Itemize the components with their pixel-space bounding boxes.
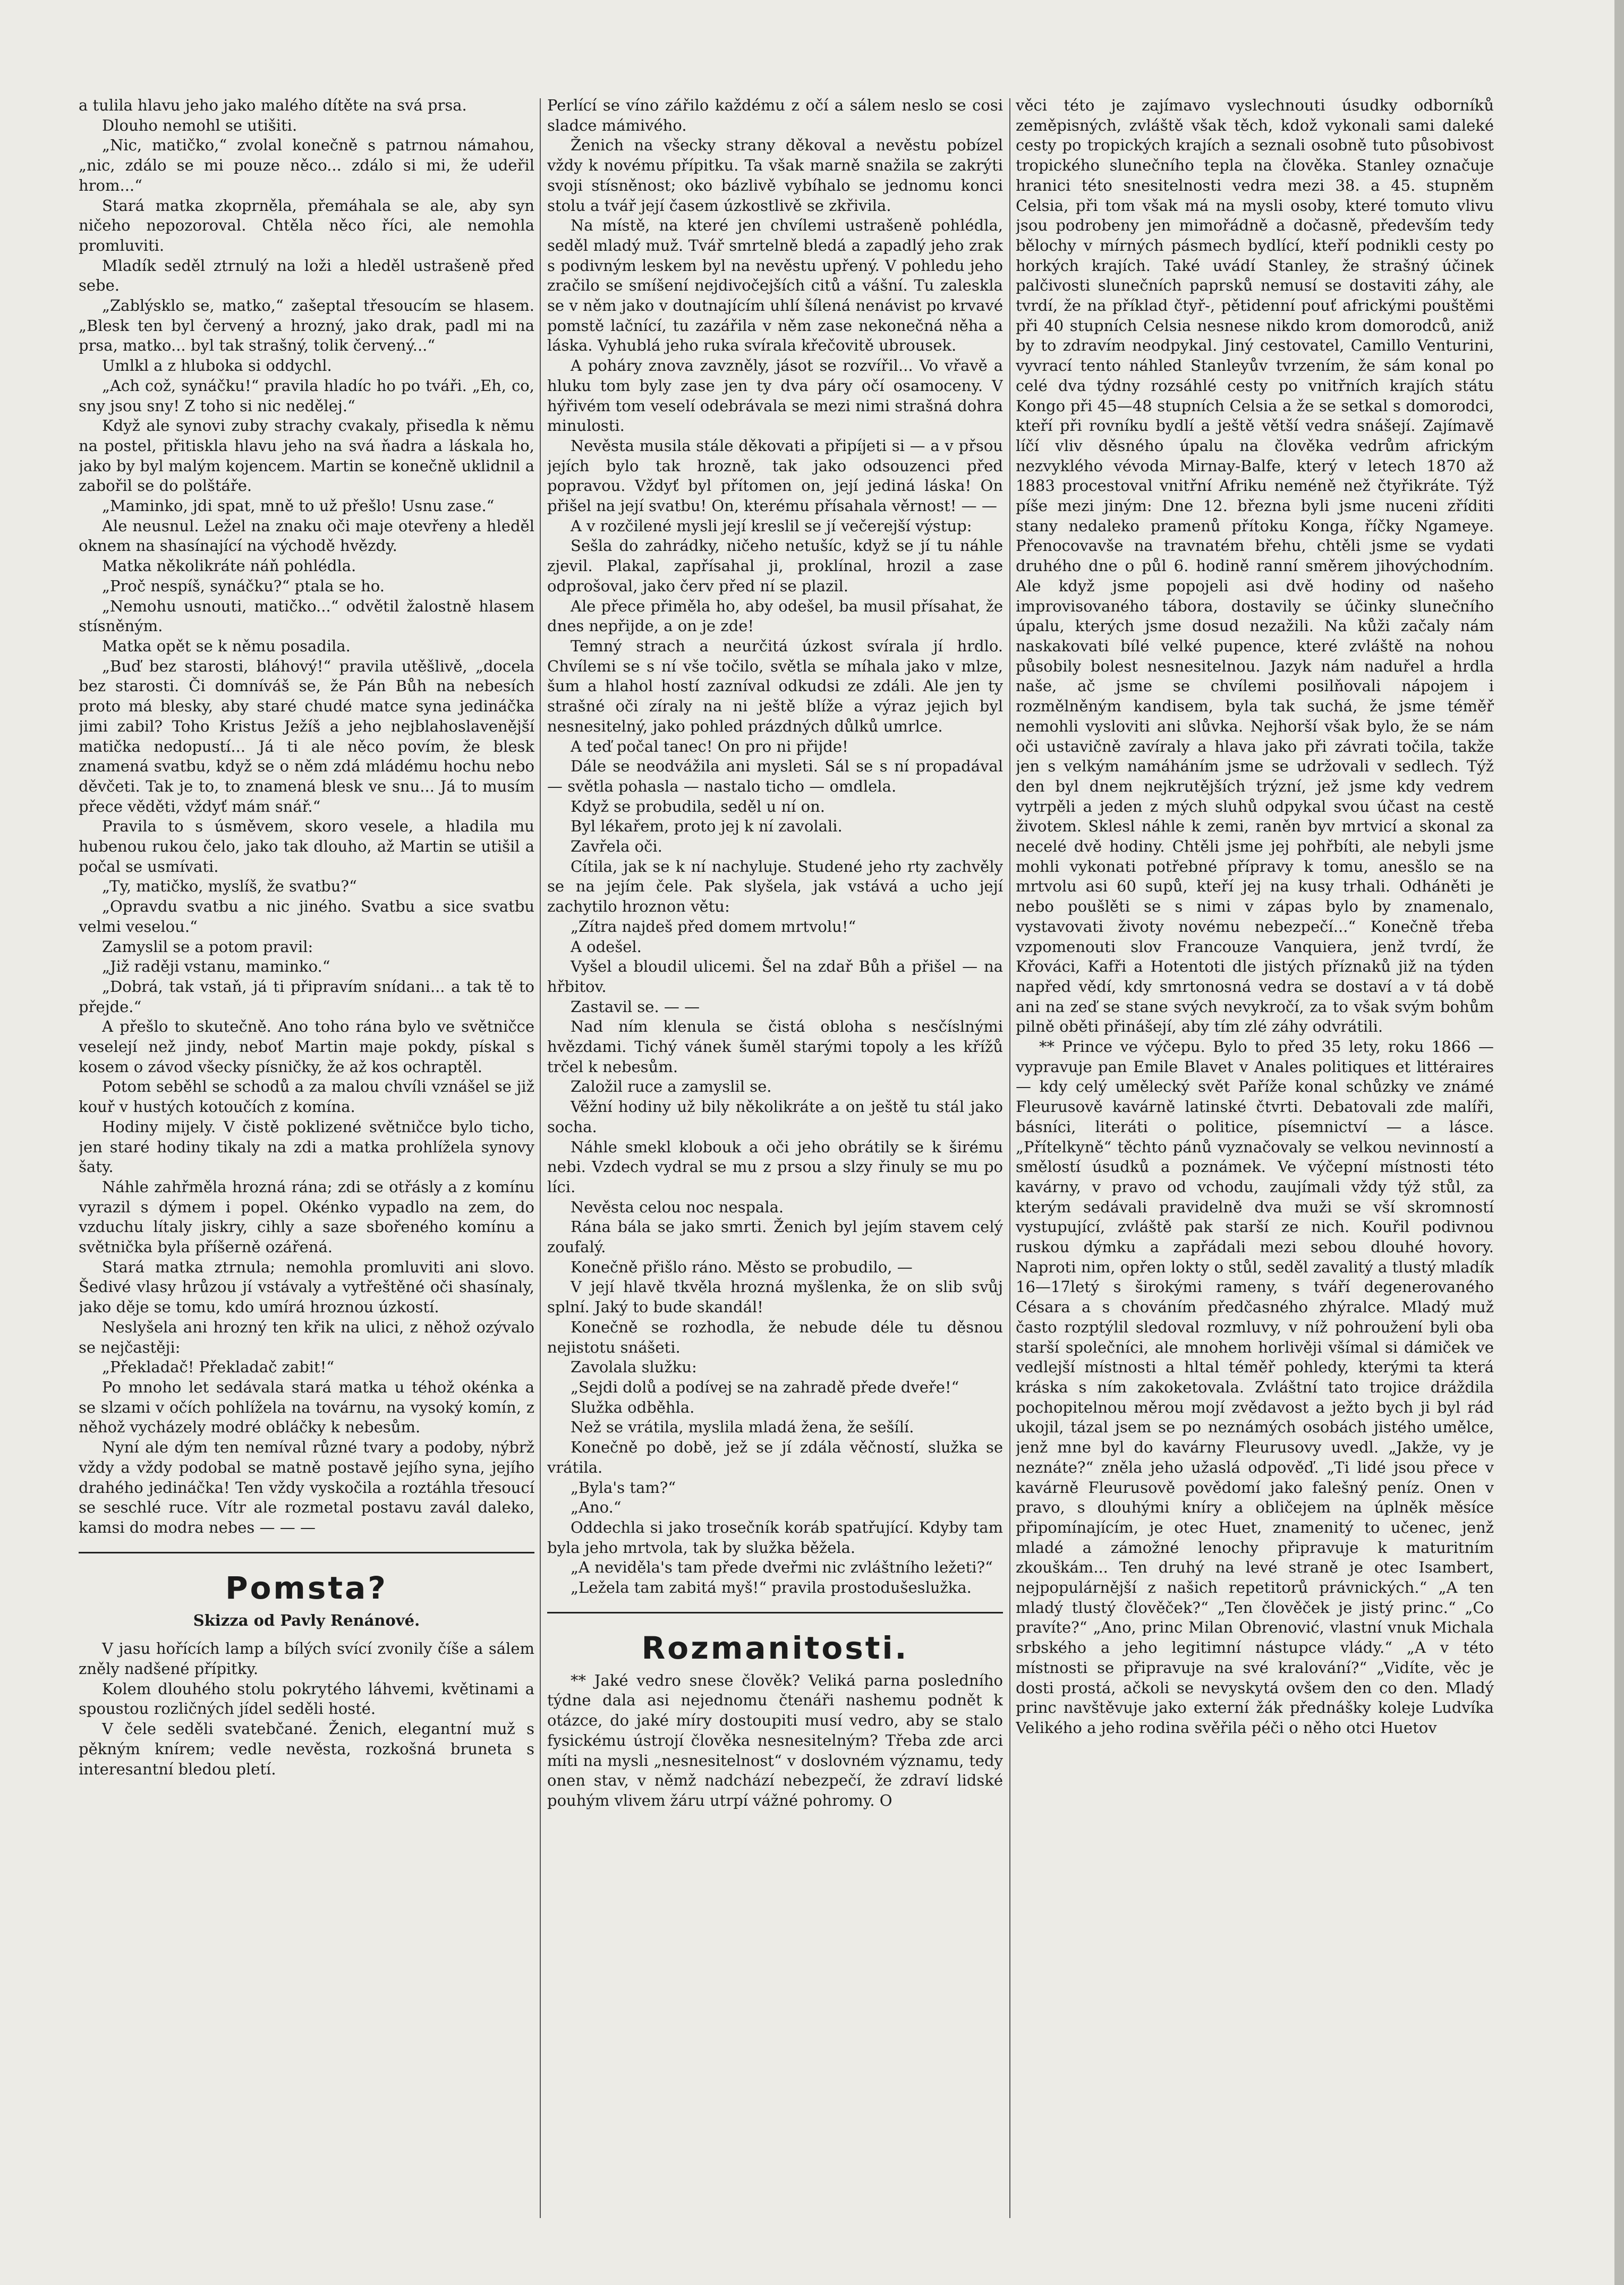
paragraph: Rána bála se jako smrti. Ženich byl jejím stavem celý zoufalý. <box>547 1218 1003 1256</box>
paragraph: Nad ním klenula se čistá obloha s nesčíslnými hvězdami. Tichý vánek šuměl starými topoly a les křížů trčel k nebesům. <box>547 1017 1003 1076</box>
paragraph: Ale neusnul. Ležel na znaku oči maje otevřeny a hleděl oknem na shasínající na východě hvězdy. <box>79 516 534 555</box>
paragraph: Konečně se rozhodla, že nebude déle tu děsnou nejistotu snášeti. <box>547 1318 1003 1356</box>
paragraph: Neslyšela ani hrozný ten křik na ulici, z něhož ozývalo se nejčastěji: <box>79 1318 534 1356</box>
paragraph: Stará matka zkoprněla, přemáhala se ale, aby syn ničeho nepozoroval. Chtěla něco říci, ale nemohla promluviti. <box>79 196 534 254</box>
section-title: Rozmanitosti. <box>641 1629 909 1666</box>
paragraph: „Ach což, synáčku!“ pravila hladíc ho po tváři. „Eh, co, sny jsou sny! Z toho si nic nedělej.“ <box>79 376 534 415</box>
column-middle <box>547 96 1003 2231</box>
paragraph: „Nemohu usnouti, matičko...“ odvětil žalostně hlasem stísněným. <box>79 597 534 635</box>
section-divider <box>547 1612 1003 1613</box>
paragraph: A přešlo to skutečně. Ano toho rána bylo ve světničce veselejí než jindy, neboť Martin maje pokdy, pískal s kosem o závod všecky písničky, že až kos ochraptěl. <box>79 1017 534 1076</box>
column-rule <box>540 98 541 2218</box>
paragraph: Dále se neodvážila ani mysleti. Sál se s ní propadával — světla pohasla — nastalo ticho — omdlela. <box>547 757 1003 795</box>
paragraph: Dlouho nemohl se utišiti. <box>102 116 297 134</box>
paragraph: „Proč nespíš, synáčku?“ ptala se ho. <box>102 576 385 595</box>
paragraph: Zavřela oči. <box>571 837 662 856</box>
column-rule <box>1009 98 1010 2218</box>
paragraph: „Ležela tam zabitá myš!“ pravila prostodušeslužka. <box>571 1578 972 1597</box>
paragraph: a tulila hlavu jeho jako malého dítěte na svá prsa. <box>79 96 467 114</box>
paragraph: A odešel. <box>571 937 642 956</box>
paragraph: Založil ruce a zamyslil se. <box>571 1077 772 1096</box>
paragraph: Hodiny mijely. V čistě poklizené světničce bylo ticho, jen staré hodiny tikaly na zdi a matka prohlížela synovy šaty. <box>79 1117 534 1176</box>
paragraph: Když se probudila, seděl u ní on. <box>571 797 826 816</box>
story-continuation <box>79 96 534 1538</box>
paragraph: „Opravdu svatbu a nic jiného. Svatbu a sice svatbu velmi veselou.“ <box>79 897 534 936</box>
paragraph: „Dobrá, tak vstaň, já ti připravím snídani... a tak tě to přejde.“ <box>79 977 534 1016</box>
paragraph: V její hlavě tkvěla hrozná myšlenka, že on slib svůj splní. Jaký to bude skandál! <box>547 1278 1003 1316</box>
paragraph: Zavolala služku: <box>571 1358 697 1377</box>
paragraph: Konečně po době, jež se jí zdála věčností, služka se vrátila. <box>547 1438 1003 1476</box>
paragraph: Když ale synovi zuby strachy cvakaly, přisedla k němu na postel, přitiskla hlavu jeho na svá ňadra a láskala ho, jako by byl malým kojencem. Martin se konečně uklidnil a zabořil se do polštáře. <box>79 417 534 495</box>
paragraph: Po mnoho let sedávala stará matka u téhož okénka a se slzami v očích pohlížela na továrnu, na vysoký komín, z něhož vycházely modré obláčky k nebesům. <box>79 1378 534 1437</box>
paragraph: Pravila to s úsměvem, skoro vesele, a hladila mu hubenou rukou čelo, jako tak dlouho, až Martin se utišil a počal se usmívati. <box>79 817 534 876</box>
paragraph: V čele seděli svatebčané. Ženich, elegantní muž s pěkným knírem; vedle nevěsta, rozkošná bruneta s interesantní bledou pletí. <box>79 1720 534 1778</box>
story-byline: Skizza od Pavly Renánové. <box>193 1611 420 1629</box>
paragraph: V jasu hořících lamp a bílých svící zvonily číše a sálem zněly nadšené přípitky. <box>79 1640 534 1678</box>
paragraph: Věžní hodiny už bily několikráte a on ještě tu stál jako socha. <box>547 1098 1003 1136</box>
paragraph: Zamyslil se a potom pravil: <box>102 937 313 956</box>
paragraph: Temný strach a neurčitá úzkost svírala jí hrdlo. Chvílemi se s ní vše točilo, světla se míhala jako v mlze, šum a hlahol hostí zazníval odkudsi ze zdáli. Ale jen ty strašné oči zíraly na ni ještě blíže a výraz jejich byl nesnesitelný, jako pohled prázdných důlků umrlce. <box>547 636 1003 735</box>
paragraph: Konečně přišlo ráno. Město se probudilo, — <box>571 1258 913 1276</box>
paragraph: Ale přece přiměla ho, aby odešel, ba musil přísahat, že dnes nepřijde, a on je zde! <box>547 597 1003 635</box>
paragraph: Nevěsta celou noc nespala. <box>571 1197 784 1216</box>
paragraph: Náhle zahřměla hrozná rána; zdi se otřásly a z komínu vyrazil s dýmem i popel. Okénko vypadlo na zem, do vzduchu lítaly jiskry, cihly a saze sbořeného komínu a světnička byla příšerně ozářená. <box>79 1177 534 1256</box>
paragraph: Ženich na všecky strany děkoval a nevěstu pobízel vždy k novému přípitku. Ta však marně snažila se zakrýti svoji stísněnost; oko bázlivě vybíhalo se jednomu konci stolu a tvář její časem úzkostlivě se zkřivila. <box>547 136 1003 215</box>
paragraph: „Zablýsklo se, matko,“ zašeptal třesoucím se hlasem. „Blesk ten byl červený a hrozný, jako drak, padl mi na prsa, matko... byl tak strašný, tolik červený...“ <box>79 296 534 355</box>
paragraph: „Maminko, jdi spat, mně to už přešlo! Usnu zase.“ <box>102 497 495 515</box>
paragraph: A poháry znova zavzněly, jásot se rozvířil... Vo vřavě a hluku tom byly zase jen ty dva páry očí osamoceny. V hýřivém tom veselí odebrávala se mezi nimi strašná dohra minulosti. <box>547 356 1003 435</box>
column-right <box>1016 96 1494 2231</box>
paragraph: Nevěsta musila stále děkovati a připíjeti si — a v přsou jejích bylo tak hrozně, tak jako odsouzenci před popravou. Vždyť byl přítomen on, její jediná láska! On přišel na její svatbu! On, kterému přísahala věrnost! — — <box>547 436 1003 515</box>
paragraph: Nyní ale dým ten nemíval různé tvary a podoby, nýbrž vždy a vždy podobal se matně postavě jejího syna, jejího drahého jedináčka! Ten vždy vyskočila a roztáhla třesoucí se seschlé ruce. Vítr ale rozmetal postavu zavál daleko, kamsi do modra nebes — — — <box>79 1438 534 1536</box>
paragraph: Perlící se víno zářilo každému z očí a sálem neslo se cosi sladce mámivého. <box>547 96 1003 134</box>
paragraph: „Nic, matičko,“ zvolal konečně s patrnou námahou, „nic, zdálo se mi pouze něco... zdálo si mi, že udeřil hrom...“ <box>79 136 534 194</box>
paragraph: ** Jaké vedro snese člověk? Veliká parna posledního týdne dala asi nejednomu čtenáři nashemu podnět k otázce, do jaké míry dostoupiti musí vedro, aby se stalo fysickému ústrojí člověka nesnesitelným? Třeba zde arci míti na mysli „nesnesitelnost“ v doslovném významu, tedy onen stav, v němž nadchází nebezpečí, že zdraví lidské pouhým vlivem žáru utrpí vážné pohromy. O <box>547 1671 1003 1810</box>
paragraph: Matka opět se k němu posadila. <box>102 636 351 655</box>
paragraph: Služka odběhla. <box>571 1398 695 1416</box>
section-divider <box>79 1552 534 1553</box>
paragraph: A teď počal tanec! On pro ni přijde! <box>571 737 848 755</box>
paragraph: Vyšel a bloudil ulicemi. Šel na zdař Bůh a přišel — na hřbitov. <box>547 957 1003 996</box>
paragraph: Byl lékařem, proto jej k ní zavolali. <box>571 817 843 836</box>
paragraph: Na místě, na které jen chvílemi ustrašeně pohlédla, seděl mladý muž. Tvář smrtelně bledá a zapadlý jeho zrak s podivným leskem byl na nevěstu upřený. V pohledu jeho zračilo se smíšení nejdivočejších citů a vášní. Tu zaleskla se v něm jako v doutnajícím uhlí šílená nenávist po krvavé pomstě lačnící, tu zazářila v něm zase nekonečná něha a láska. Vyhublá jeho ruka svírala křečovitě ubrousek. <box>547 216 1003 355</box>
miscellany-body <box>547 1671 1003 1811</box>
paragraph: „Sejdi dolů a podívej se na zahradě přede dveře!“ <box>571 1378 959 1396</box>
column-left <box>79 96 534 2231</box>
paragraph: „A neviděla's tam přede dveřmi nic zvláštního ležeti?“ <box>571 1558 993 1577</box>
paragraph: „Ty, matičko, myslíš, že svatbu?“ <box>102 877 357 896</box>
story-body-continued <box>547 96 1003 1598</box>
paragraph: Matka několikráte náň pohlédla. <box>102 557 356 575</box>
paragraph: „Překladač! Překladač zabit!“ <box>102 1358 335 1377</box>
paragraph: Umlkl a z hluboka si oddychl. <box>102 356 332 375</box>
paragraph: ** Prince ve výčepu. Bylo to před 35 lety, roku 1866 — vypravuje pan Emile Blavet v Anales politiques et littéraires — kdy celý umělecký svět Paříže konal schůzky ve známé Fleurusově kavárně latinské čtvrti. Debatovali zde malíři, básníci, literáti o politice, písemnictví — a lásce. „Přítelkyně“ těchto pánů vyznačovaly se velkou nevinností a smělostí úsudků a poznámek. Ve výčepní místnosti této kavárny, v pravo od vchodu, zaujímali vždy týž stůl, za kterým sedávali pravidelně dva muži se vší skromností vystupující, zvláště pak starší ze nich. Kouřil podivnou ruskou dýmku a zapřádali mezi sebou dlouhé hovory. Naproti nim, opřen lokty o stůl, seděl zavalitý a tlustý mladík 16—17letý s širokými rameny, s tváří degenerovaného Césara a s chováním předčasného zhýralce. Mladý muž často rozptýlil sledoval rozmluvy, v níž pohroužení byli oba starší společníci, ale mnohem horlivěji všímal si dámiček ve vedlejší místnosti a hltal téměř pohledy, kterými ta která kráska s ním zakoketovala. Zvláštní tato trojice dráždila pochopitelnou měrou mojí zvědavost a ježto bych ji byl rád ukojil, tázal jsem se po neznámých osobách jistého umělce, jenž mne byl do kavárny Fleurusovy uvedl. „Jakže, vy je neznáte?“ zněla jeho užaslá odpověď. „Ti lidé jsou přece v kavárně Fleurusově povědomí jako falešný peníz. Onen v pravo, s dlouhými kníry a obličejem na úplněk měsíce připomínajícím, je otec Huet, znamenitý to učenec, jenž mladé a zámožné lenochy připravuje k maturitním zkouškám... Ten druhý na levé straně je otec Isambert, nejpopulárnější z našich repetitorů právnických.“ „A ten mladý tlustý člověček?“ „Ten člověček je jistý princ.“ „Co pravíte?“ „Ano, princ Milan Obrenović, vlastní vnuk Michala srbského a jeho legitimní nástupce vlády.“ „A v této místnosti se připravuje na své kralování?“ „Vidíte, věc je dosti prostá, ačkoli se nevyskytá ovšem den co den. Mladý princ navštěvuje jako externí žák přednášky koleje Ludvíka Velikého a jeho rodina svěřila péči o něho otci Huetov <box>1016 1038 1494 1737</box>
page-edge <box>1614 0 1624 2285</box>
paragraph: Oddechla si jako trosečník koráb spatřující. Kdyby tam byla jeho mrtvola, tak by služka běžela. <box>547 1518 1003 1557</box>
paragraph: Kolem dlouhého stolu pokrytého láhvemi, květinami a spoustou rozličných jídel seděli hosté. <box>79 1679 534 1718</box>
miscellany-continued <box>1016 96 1494 1738</box>
paragraph: Potom seběhl se schodů a za malou chvíli vznášel se již kouř v hustých kotoučích z komína. <box>79 1077 534 1116</box>
paragraph: A v rozčilené mysli její kreslil se jí večerejší výstup: <box>571 516 972 535</box>
paragraph: věci této je zajímavo vyslechnouti úsudky odborníků zeměpisných, zvláště však těch, kdož vykonali sami daleké cesty po tropických krajích a seznali osobně tuto působivost tropického slunečního tepla na člověka. Stanley označuje hranici této snesitelnosti vedra mezi 38. a 45. stupněm Celsia, při tom však má na mysli osoby, které tomuto vlivu jsou podrobeny jen mimořádně a dočasně, především tedy bělochy v mírných pásmech bydlící, kteří podnikli cesty po horkých krajích. Také uvádí Stanley, že strašný účinek palčivosti slunečních paprsků nemusí se dostaviti záhy, ale tvrdí, že na příklad čtyř-, pětidenní pouť africkými pouštěmi při 40 stupních Celsia nesnese nikdo krom domorodců, aniž by to zdravím neodpykal. Jiný cestovatel, Camillo Venturini, vyvrací tento náhled Stanleyův tvrzením, že sám konal po celé dva týdny rozsáhlé cesty po vnitřních krajích státu Kongo při 45—48 stupních Celsia a že se setkal s domorodci, kteří při rovníku bydlí a ještě větší vedra snášejí. Zajímavě líčí vliv děsného úpalu na člověka vedrům africkým nezvyklého vévoda Mirnay-Balfe, který v letech 1870 až 1883 procestoval vnitřní Afriku neméně než čtyřikráte. Týž píše mezi jiným: Dne 12. března byli jsme nuceni zříditi stany nedaleko pramenů přítoku Konga, říčky Ngameye. Přenocovavše na travnatém břehu, chtěli jsme se vydati druhého dne o půl 6. hodině ranní směrem jihovýchodním. Ale když jsme popojeli asi dvě hodiny od našeho improvisovaného tábora, dostavily se účinky slunečního úpalu, kterých jsme dosud nezažili. Na kůži začaly nám naskakovati bílé velké pupence, které zvláště na nohou působily bolest nesnesitelnou. Jazyk nám naduřel a hrdla naše, ač jsme se chvílemi posilňovali nápojem i rozmělněným kandisem, byla tak suchá, že jsme téměř nemohli vysloviti ani slůvka. Nejhorší však bylo, že se nám oči ustavičně zavíraly a hlava jako při závrati točila, takže jen s velkým namáháním jsme se udržovali v sedlech. Týž den byl dnem nejkrutějších trýzní, jež jsme kdy vedrem vytrpěli a jeden z mých sluhů odpykal svou účast na cestě životem. Sklesl náhle k zemi, raněn byv mrtvicí a skonal za necelé dvě hodiny. Chtěli jsme jej pohřbíti, ale nebyli jsme mohli vykonati potřebné přípravy k tomu, anesšlo se na mrtvolu asi 60 supů, kteří jej na kusy trhali. Odháněti je nebo poušlěti se s nimi v zápas bylo by znamenalo, vystavovati životy novému nebezpečí...“ Konečně třeba vzpomenouti slov Francouze Vanquiera, jenž tvrdí, že Křováci, Kafři a Hotentoti dle jistých příznaků již na týden napřed vědí, kdy smrtonosná vedra se dostaví a v tá době ani na zeď se stane svých nevykročí, za to však svým bohům pilně oběti přinášejí, aby tím zlé záhy odvrátili. <box>1016 96 1494 1036</box>
paragraph: „Buď bez starosti, bláhový!“ pravila utěšlivě, „docela bez starosti. Či domníváš se, že Pán Bůh na nebesích proto má blesky, aby staré chudé matce syna jedináčka jimi zabil? Toho Kristus Ježíš a jeho nejblahoslavenější matička nedopustí... Já ti ale něco povím, že blesk znamená svatbu, když se o něm zdá mládému hochu nebo děvčeti. Tak je to, to znamená blesk ve snu... Já to musím přece věděti, vždyť mám snář.“ <box>79 657 534 816</box>
paragraph: „Zítra najdeš před domem mrtvolu!“ <box>571 917 856 936</box>
paragraph: „Byla's tam?“ <box>571 1478 676 1497</box>
story-body <box>79 1639 534 1779</box>
paragraph: „Ano.“ <box>571 1498 622 1517</box>
paragraph: Cítila, jak se k ní nachyluje. Studené jeho rty zachvěly se na jejím čele. Pak slyšela, jak vstává a ucho její zachytilo hroznon větu: <box>547 857 1003 916</box>
paragraph: Náhle smekl klobouk a oči jeho obrátily se k širému nebi. Vzdech vydral se mu z prsou a slzy řinuly se mu po líci. <box>547 1137 1003 1196</box>
story-title: Pomsta? <box>225 1569 388 1606</box>
paragraph: „Již raději vstanu, maminko.“ <box>102 957 330 976</box>
paragraph: Sešla do zahrádky, ničeho netušíc, když se jí tu náhle zjevil. Plakal, zapřísahal ji, proklínal, hrozil a zase odprošoval, jako červ před ní se plazil. <box>547 537 1003 595</box>
paragraph: Zastavil se. — — <box>571 997 700 1016</box>
paragraph: Než se vrátila, myslila mladá žena, že sešílí. <box>571 1418 914 1437</box>
paragraph: Mladík seděl ztrnulý na loži a hleděl ustrašeně před sebe. <box>79 256 534 295</box>
paragraph: Stará matka ztrnula; nemohla promluviti ani slovo. Šedivé vlasy hrůzou jí vstávaly a vytřeštěné oči shasínaly, jako děje se tomu, kdo umírá hroznou úzkostí. <box>79 1258 534 1316</box>
